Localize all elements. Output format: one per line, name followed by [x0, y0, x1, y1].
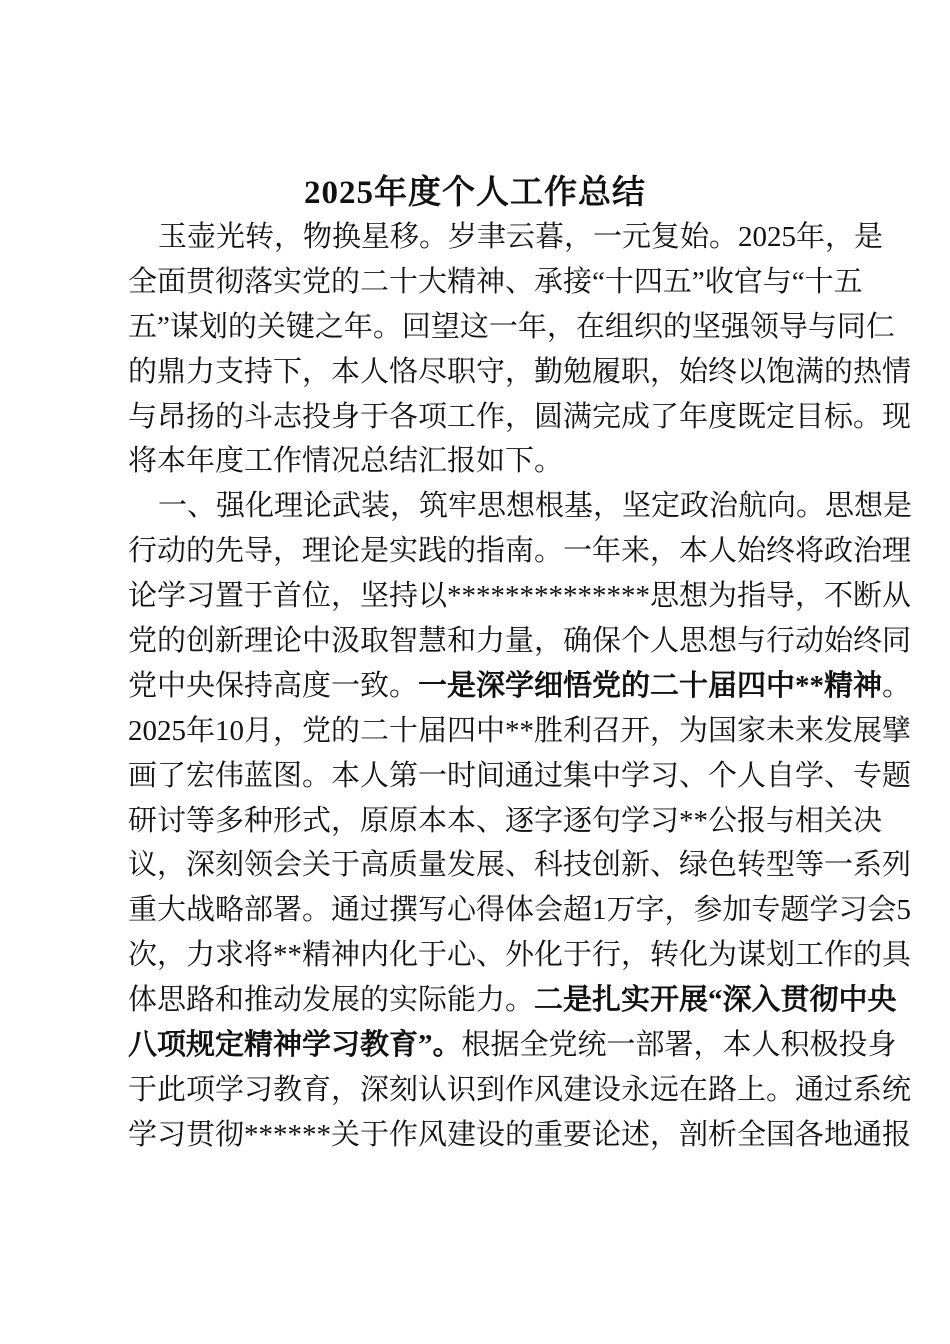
text-segment: 行动的先导，理论是实践的指南。一年来，本人始终将政治理 [128, 535, 912, 568]
text-line [128, 1113, 912, 1158]
text-line [128, 709, 912, 754]
text-line [128, 574, 912, 619]
text-line [128, 978, 897, 1023]
text-segment: 。 [882, 669, 912, 702]
text-line [128, 484, 913, 529]
text-segment: 将本年度工作情况总结汇报如下。 [128, 445, 564, 478]
text-line [128, 395, 912, 440]
text-segment: 五”谋划的关键之年。回望这一年，在组织的坚强领导与同仁 [128, 310, 895, 343]
text-line [128, 754, 912, 799]
text-segment: 议，深刻领会关于高质量发展、科技创新、绿色转型等一系列 [128, 849, 912, 882]
text-segment: 次，力求将**精神内化于心、外化于行，转化为谋划工作的具 [128, 939, 912, 972]
text-segment: 2025年10月，党的二十届四中**胜利召开，为国家未来发展擘 [128, 714, 912, 747]
text-line [128, 888, 912, 933]
text-segment: 的鼎力支持下，本人恪尽职守，勤勉履职，始终以饱满的热情 [128, 355, 912, 388]
text-line [128, 215, 884, 260]
text-segment: 重大战略部署。通过撰写心得体会超1万字，参加专题学习会5 [128, 894, 912, 927]
text-line [128, 664, 912, 709]
text-segment: 党中央保持高度一致。 [128, 669, 419, 702]
bold-text-segment: 一是深学细悟党的二十届四中**精神 [418, 669, 883, 702]
text-line [128, 1023, 897, 1068]
text-segment: 玉壶光转，物换星移。岁聿云暮，一元复始。2025年，是 [158, 221, 884, 253]
bold-text-segment: 八项规定精神学习教育”。 [128, 1029, 462, 1062]
text-segment: 一、强化理论武装，筑牢思想根基，坚定政治航向。思想是 [158, 490, 913, 523]
text-segment: 学习贯彻******关于作风建设的重要论述，剖析全国各地通报 [128, 1118, 912, 1151]
text-segment: 论学习置于首位，坚持以**************思想为指导，不断从 [128, 580, 912, 613]
text-line [128, 529, 912, 574]
text-segment: 于此项学习教育，深刻认识到作风建设永远在路上。通过系统 [128, 1073, 912, 1106]
text-line [128, 799, 883, 844]
text-line [128, 350, 912, 395]
text-line [128, 1068, 912, 1113]
text-segment: 党的创新理论中汲取智慧和力量，确保个人思想与行动始终同 [128, 625, 912, 658]
text-segment: 研讨等多种形式，原原本本、逐字逐句学习**公报与相关决 [128, 804, 883, 837]
text-segment: 根据全党统一部署，本人积极投身 [461, 1029, 897, 1062]
text-line [128, 260, 863, 305]
text-line [128, 843, 912, 888]
text-segment: 体思路和推动发展的实际能力。 [128, 984, 535, 1017]
text-segment: 与昂扬的斗志投身于各项工作，圆满完成了年度既定目标。现 [128, 400, 912, 433]
text-line [128, 439, 828, 484]
document-title: 2025年度个人工作总结 [304, 175, 646, 211]
text-line [128, 933, 912, 978]
text-segment: 画了宏伟蓝图。本人第一时间通过集中学习、个人自学、专题 [128, 759, 912, 792]
text-segment: 全面贯彻落实党的二十大精神、承接“十四五”收官与“十五 [128, 265, 863, 298]
text-line [128, 305, 895, 350]
document-body [128, 215, 913, 1158]
bold-text-segment: 二是扎实开展“深入贯彻中央 [534, 984, 897, 1017]
text-line [128, 619, 912, 664]
